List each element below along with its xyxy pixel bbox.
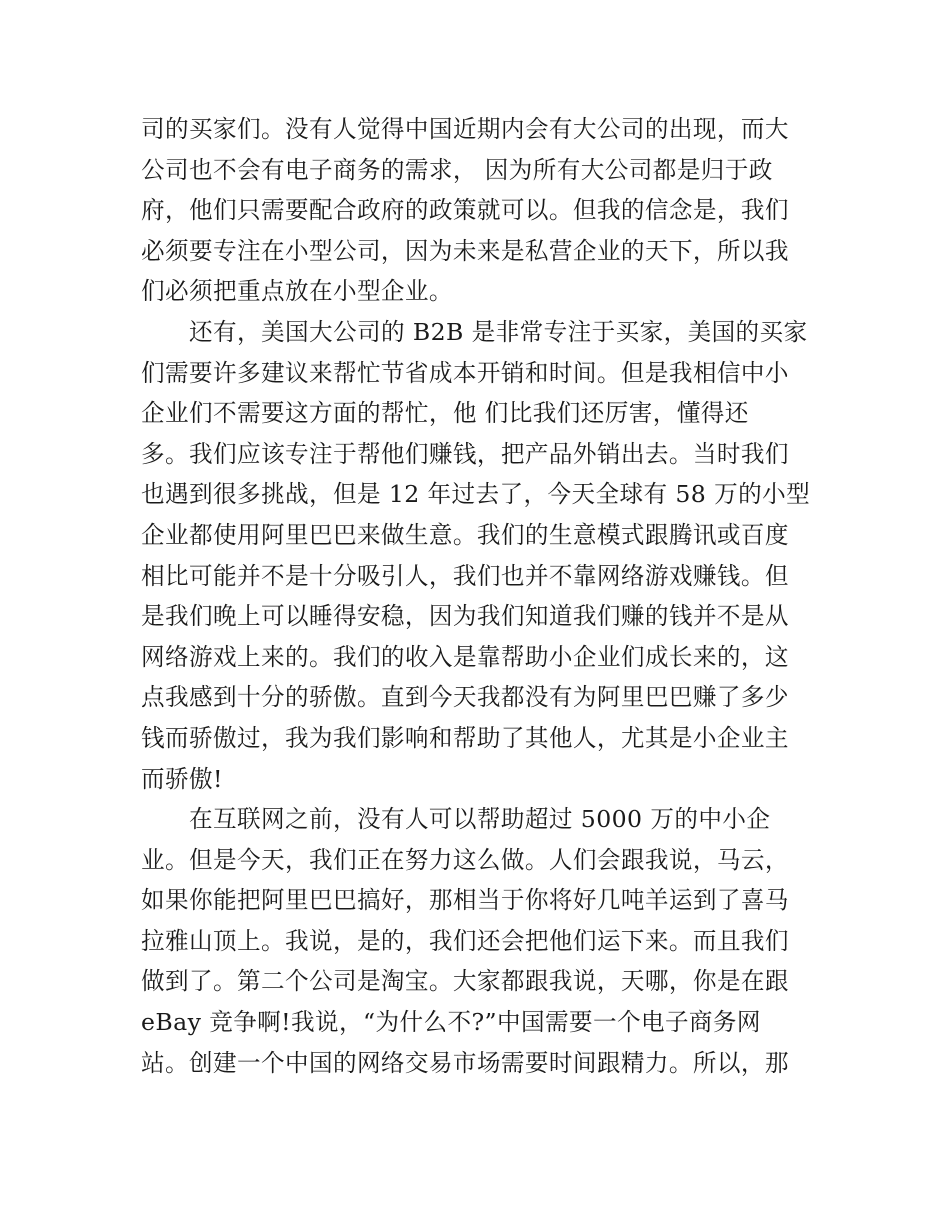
text-line: 站。创建一个中国的网络交易市场需要时间跟精力。所以，那: [141, 1048, 789, 1077]
text-line: 点我感到十分的骄傲。直到今天我都没有为阿里巴巴赚了多少: [141, 683, 789, 712]
text-line: 多。我们应该专注于帮他们赚钱，把产品外销出去。当时我们: [141, 439, 789, 468]
text-line: 做到了。第二个公司是淘宝。大家都跟我说，天哪，你是在跟: [141, 967, 789, 996]
text-line: 业。但是今天，我们正在努力这么做。人们会跟我说，马云，: [141, 845, 789, 874]
text-line: 网络游戏上来的。我们的收入是靠帮助小企业们成长来的，这: [141, 642, 789, 671]
text-line: 公司也不会有电子商务的需求， 因为所有大公司都是归于政: [141, 155, 773, 184]
text-line: eBay 竞争啊!我说，“为什么不?”中国需要一个电子商务网: [141, 1008, 761, 1037]
paragraph-first-line: 还有，美国大公司的 B2B 是非常专注于买家，美国的买家: [189, 317, 808, 346]
text-line: 也遇到很多挑战，但是 12 年过去了，今天全球有 58 万的小型: [141, 480, 811, 509]
paragraph-first-line: 在互联网之前，没有人可以帮助超过 5000 万的中小企: [189, 805, 771, 834]
text-line: 如果你能把阿里巴巴搞好，那相当于你将好几吨羊运到了喜马: [141, 886, 789, 915]
text-line: 司的买家们。没有人觉得中国近期内会有大公司的出现，而大: [141, 115, 789, 143]
text-line: 们必须把重点放在小型企业。: [141, 277, 453, 306]
text-line: 府，他们只需要配合政府的政策就可以。但我的信念是，我们: [141, 196, 789, 225]
text-line: 企业都使用阿里巴巴来做生意。我们的生意模式跟腾讯或百度: [141, 520, 789, 549]
text-line: 是我们晚上可以睡得安稳，因为我们知道我们赚的钱并不是从: [141, 602, 789, 631]
text-line: 钱而骄傲过，我为我们影响和帮助了其他人，尤其是小企业主: [141, 723, 789, 752]
text-line: 必须要专注在小型公司，因为未来是私营企业的天下，所以我: [141, 236, 789, 265]
text-line: 企业们不需要这方面的帮忙，他 们比我们还厉害，懂得还: [141, 399, 749, 428]
text-line: 相比可能并不是十分吸引人，我们也并不靠网络游戏赚钱。但: [141, 561, 789, 590]
body-text: [141, 109, 813, 1083]
text-line: 拉雅山顶上。我说，是的，我们还会把他们运下来。而且我们: [141, 926, 789, 955]
text-line: 们需要许多建议来帮忙节省成本开销和时间。但是我相信中小: [141, 358, 789, 387]
text-line: 而骄傲!: [141, 764, 223, 793]
